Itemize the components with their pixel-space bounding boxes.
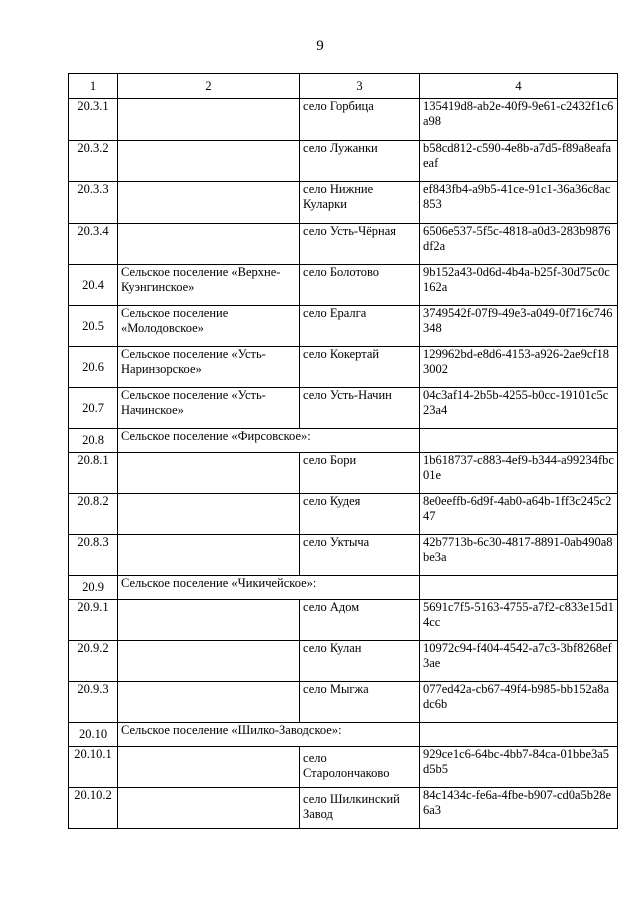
settlement-name: Сельское поселение «Усть-Начинское» (118, 388, 300, 429)
group-settlement-name: Сельское поселение «Чикичейское»: (118, 576, 420, 600)
empty-guid-cell (420, 576, 618, 600)
row-number: 20.10.2 (69, 788, 118, 829)
row-number: 20.3.1 (69, 99, 118, 141)
locality-name: село Мыгжа (300, 682, 420, 723)
settlement-name (118, 182, 300, 224)
table-row (69, 494, 618, 535)
table-row (69, 600, 618, 641)
row-number: 20.8 (69, 429, 118, 453)
locality-name: село Старолончаково (300, 747, 420, 788)
row-number: 20.9 (69, 576, 118, 600)
settlement-name (118, 99, 300, 141)
table-row (69, 788, 618, 829)
settlement-name: Сельское поселение «Усть-Наринзорское» (118, 347, 300, 388)
settlement-name (118, 141, 300, 182)
group-settlement-name: Сельское поселение «Шилко-Заводское»: (118, 723, 420, 747)
group-row (69, 429, 618, 453)
guid-code: b58cd812-c590-4e8b-a7d5-f89a8eafaeaf (420, 141, 618, 182)
page-number: 9 (316, 38, 324, 54)
settlement-name (118, 682, 300, 723)
settlement-name (118, 224, 300, 265)
table-row (69, 347, 618, 388)
row-number: 20.8.2 (69, 494, 118, 535)
group-settlement-name: Сельское поселение «Фирсовское»: (118, 429, 420, 453)
empty-guid-cell (420, 723, 618, 747)
guid-code: ef843fb4-a9b5-41ce-91c1-36a36c8ac853 (420, 182, 618, 224)
settlement-name (118, 788, 300, 829)
table-header-row (69, 74, 618, 99)
row-number: 20.9.1 (69, 600, 118, 641)
table-row (69, 265, 618, 306)
guid-code: 9b152a43-0d6d-4b4a-b25f-30d75c0c162a (420, 265, 618, 306)
locality-name: село Шилкинский Завод (300, 788, 420, 829)
table-row (69, 747, 618, 788)
table-row (69, 141, 618, 182)
locality-name: село Усть-Чёрная (300, 224, 420, 265)
row-number: 20.10 (69, 723, 118, 747)
guid-code: 8e0eeffb-6d9f-4ab0-a64b-1ff3c245c247 (420, 494, 618, 535)
group-row (69, 723, 618, 747)
table-row (69, 453, 618, 494)
row-number: 20.7 (69, 388, 118, 429)
guid-code: 135419d8-ab2e-40f9-9e61-c2432f1c6a98 (420, 99, 618, 141)
row-number: 20.3.2 (69, 141, 118, 182)
column-header: 1 (69, 74, 118, 99)
locality-name: село Нижние Куларки (300, 182, 420, 224)
guid-code: 84c1434c-fe6a-4fbe-b907-cd0a5b28e6a3 (420, 788, 618, 829)
guid-code: 5691c7f5-5163-4755-a7f2-c833e15d14cc (420, 600, 618, 641)
locality-name: село Кулан (300, 641, 420, 682)
settlement-name (118, 494, 300, 535)
guid-code: 6506e537-5f5c-4818-a0d3-283b9876df2a (420, 224, 618, 265)
guid-code: 10972c94-f404-4542-a7c3-3bf8268ef3ae (420, 641, 618, 682)
locality-name: село Кокертай (300, 347, 420, 388)
guid-code: 04c3af14-2b5b-4255-b0cc-19101c5c23a4 (420, 388, 618, 429)
guid-code: 077ed42a-cb67-49f4-b985-bb152a8adc6b (420, 682, 618, 723)
table-row (69, 306, 618, 347)
guid-code: 129962bd-e8d6-4153-a926-2ae9cf183002 (420, 347, 618, 388)
locality-name: село Лужанки (300, 141, 420, 182)
table-row (69, 388, 618, 429)
settlements-table (68, 73, 618, 829)
column-header: 3 (300, 74, 420, 99)
locality-name: село Уктыча (300, 535, 420, 576)
settlement-name (118, 747, 300, 788)
table-row (69, 182, 618, 224)
table-row (69, 224, 618, 265)
row-number: 20.8.1 (69, 453, 118, 494)
row-number: 20.3.3 (69, 182, 118, 224)
locality-name: село Горбица (300, 99, 420, 141)
locality-name: село Бори (300, 453, 420, 494)
column-header: 4 (420, 74, 618, 99)
guid-code: 929ce1c6-64bc-4bb7-84ca-01bbe3a5d5b5 (420, 747, 618, 788)
row-number: 20.6 (69, 347, 118, 388)
row-number: 20.5 (69, 306, 118, 347)
column-header: 2 (118, 74, 300, 99)
table-row (69, 682, 618, 723)
guid-code: 42b7713b-6c30-4817-8891-0ab490a8be3a (420, 535, 618, 576)
locality-name: село Усть-Начин (300, 388, 420, 429)
row-number: 20.3.4 (69, 224, 118, 265)
table-row (69, 535, 618, 576)
settlement-name (118, 600, 300, 641)
settlement-name: Сельское поселение «Молодовское» (118, 306, 300, 347)
settlement-name (118, 535, 300, 576)
settlement-name: Сельское поселение «Верхне-Куэнгинское» (118, 265, 300, 306)
row-number: 20.4 (69, 265, 118, 306)
row-number: 20.9.3 (69, 682, 118, 723)
settlement-name (118, 453, 300, 494)
guid-code: 1b618737-c883-4ef9-b344-a99234fbc01e (420, 453, 618, 494)
locality-name: село Адом (300, 600, 420, 641)
row-number: 20.8.3 (69, 535, 118, 576)
row-number: 20.9.2 (69, 641, 118, 682)
settlement-name (118, 641, 300, 682)
table-row (69, 641, 618, 682)
guid-code: 3749542f-07f9-49e3-a049-0f716c746348 (420, 306, 618, 347)
empty-guid-cell (420, 429, 618, 453)
locality-name: село Ералга (300, 306, 420, 347)
group-row (69, 576, 618, 600)
locality-name: село Болотово (300, 265, 420, 306)
row-number: 20.10.1 (69, 747, 118, 788)
locality-name: село Кудея (300, 494, 420, 535)
table-row (69, 99, 618, 141)
